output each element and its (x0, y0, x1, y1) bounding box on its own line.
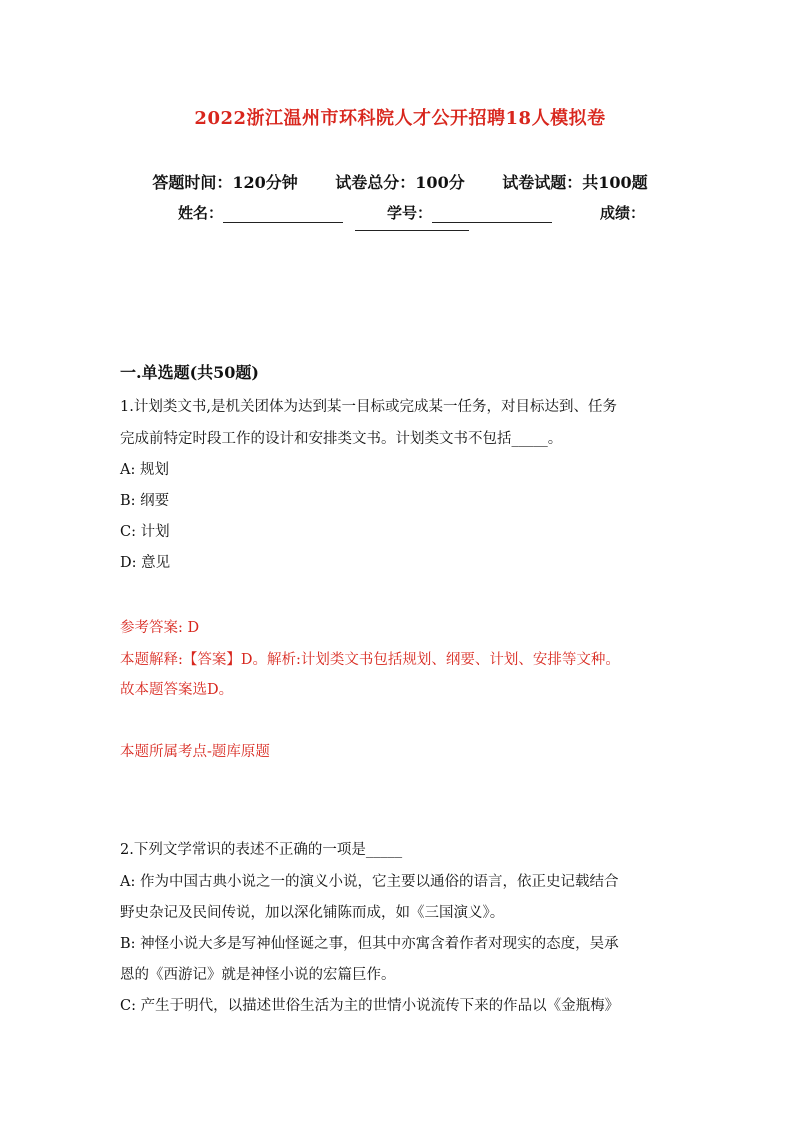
q1-source: 本题所属考点-题库原题 (120, 744, 270, 760)
exam-meta (0, 170, 800, 193)
grade-blank[interactable] (355, 230, 469, 231)
q2-option-b-line1: B: 神怪小说大多是写神仙怪诞之事，但其中亦寓含着作者对现实的态度，吴承 (120, 936, 619, 952)
q1-option-b: B: 纲要 (120, 493, 170, 509)
exam-time: 答题时间：120分钟 (152, 173, 298, 192)
q2-option-c-line1: C: 产生于明代，以描述世俗生活为主的世情小说流传下来的作品以《金瓶梅》 (120, 998, 620, 1014)
q2-option-a-line2: 野史杂记及民间传说，加以深化铺陈而成，如《三国演义》。 (120, 905, 505, 921)
grade-label: 成绩： (600, 204, 646, 222)
name-field (178, 202, 343, 223)
section-heading: 一.单选题(共50题) (120, 363, 259, 382)
exam-total-score: 试卷总分：100分 (335, 173, 465, 192)
student-id-blank[interactable] (432, 208, 552, 223)
q2-option-a-line1: A: 作为中国古典小说之一的演义小说，它主要以通俗的语言，依正史记载结合 (120, 874, 619, 890)
grade-field (600, 202, 645, 223)
student-id-field (387, 202, 552, 223)
name-label: 姓名： (178, 204, 224, 222)
name-blank[interactable] (223, 208, 343, 223)
q1-option-d: D: 意见 (120, 555, 171, 571)
q1-stem-line1: 1.计划类文书,是机关团体为达到某一目标或完成某一任务，对目标达到、任务 (120, 399, 617, 415)
q1-stem-line2: 完成前特定时段工作的设计和安排类文书。计划类文书不包括_____。 (120, 431, 563, 447)
exam-question-count: 试卷试题：共100题 (502, 173, 648, 192)
q1-option-a: A: 规划 (120, 462, 169, 478)
student-id-label: 学号： (387, 204, 433, 222)
q1-option-c: C: 计划 (120, 524, 170, 540)
q2-option-b-line2: 恩的《西游记》就是神怪小说的宏篇巨作。 (120, 967, 396, 983)
q1-answer: 参考答案: D (120, 620, 200, 636)
q2-stem: 2.下列文学常识的表述不正确的一项是_____ (120, 842, 403, 858)
q1-explanation-line1: 本题解释:【答案】D。解析:计划类文书包括规划、纲要、计划、安排等文种。 (120, 652, 620, 668)
page-title: 2022浙江温州市环科院人才公开招聘18人模拟卷 (194, 108, 606, 129)
q1-explanation-line2: 故本题答案选D。 (120, 682, 234, 698)
